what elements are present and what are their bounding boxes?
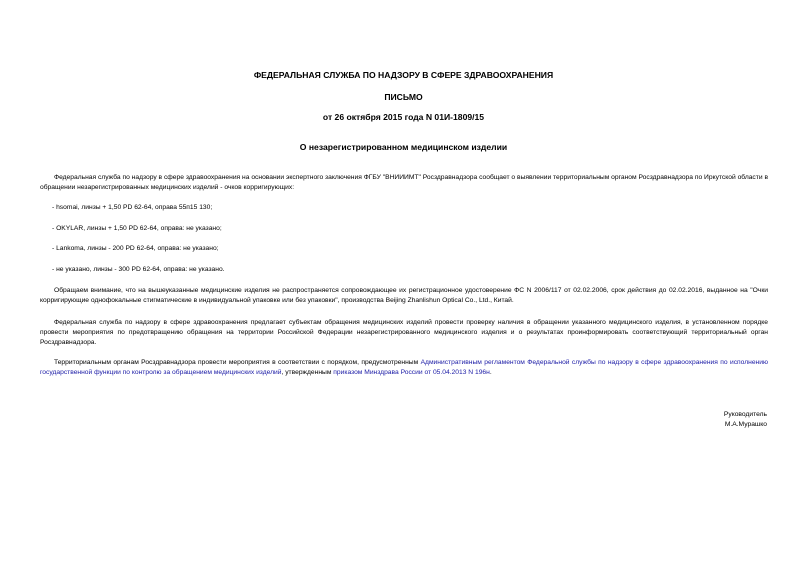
paragraph-1: Федеральная служба по надзору в сфере здравоохранения на основании экспертного заключения ФГБУ "ВНИИИМТ" Росздравнадзора сообщает о выявлении территориальным органом Росздравнадзора по Иркутской области в обращении незарегистрированных медицинских изделий - очков корригирующих: (40, 174, 768, 191)
signature-name: М.А.Мурашко (724, 421, 767, 428)
intro-paragraph (40, 173, 768, 193)
list-item: - не указано, линзы - 300 PD 62-64, оправа: не указано. (52, 266, 225, 273)
document-subject: О незарегистрированном медицинском изделии (299, 142, 508, 152)
regulation-link[interactable]: Административным регламентом Федеральной службы по надзору в сфере здравоохранения по исполнению государственной функции по контролю за обращением медицинских изделий (40, 359, 769, 376)
document-date-number: от 26 октября 2015 года N 01И-1809/15 (322, 112, 485, 122)
document-type: ПИСЬМО (384, 92, 423, 102)
paragraph-3: Федеральная служба по надзору в сфере здравоохранения предлагает субъектам обращения медицинских изделий провести проверку наличия в обращении указанного медицинского изделия, в установленном порядке провести мероприятия по предотвращению обращения на территории Российской Федерации незарегистрированного медицинского изделия и о результатах проинформировать соответствующий территориальный орган Росздравнадзора. (40, 319, 768, 346)
order-link[interactable]: приказом Минздрава России от 05.04.2013 N 196н (333, 369, 490, 376)
notice-paragraph (40, 286, 768, 306)
paragraph-4 (40, 358, 768, 378)
paragraph-4-start: Территориальным органам Росздравнадзора провести мероприятия в соответствии с порядком, предусмотренным (54, 359, 421, 366)
list-item: - hsomai, линзы + 1,50 PD 62-64, оправа 55п15 130; (52, 204, 213, 211)
paragraph-4-end: . (489, 369, 492, 376)
agency-heading: ФЕДЕРАЛЬНАЯ СЛУЖБА ПО НАДЗОРУ В СФЕРЕ ЗДРАВООХРАНЕНИЯ (253, 70, 554, 80)
signature-block (724, 410, 767, 430)
proposal-paragraph (40, 318, 768, 348)
instruction-paragraph (40, 358, 768, 378)
signature-title: Руководитель (723, 411, 767, 418)
list-item: - OKYLAR, линзы + 1,50 PD 62-64, оправа: не указано; (52, 225, 222, 232)
paragraph-4-mid: , утвержденным (281, 369, 334, 376)
list-item: - Lankoma, линзы - 200 PD 62-64, оправа: не указано; (52, 245, 219, 252)
paragraph-2: Обращаем внимание, что на вышеуказанные медицинские изделия не распространяется сопровождающее их регистрационное удостоверение ФС N 2006/117 от 02.02.2006, срок действия до 02.02.2016, выданное на "Очки корригирующие однофокальные стигматические в индивидуальной упаковке или без упаковки", производства Beijing Zhanlishun Optical Co., Ltd., Китай. (40, 287, 768, 304)
